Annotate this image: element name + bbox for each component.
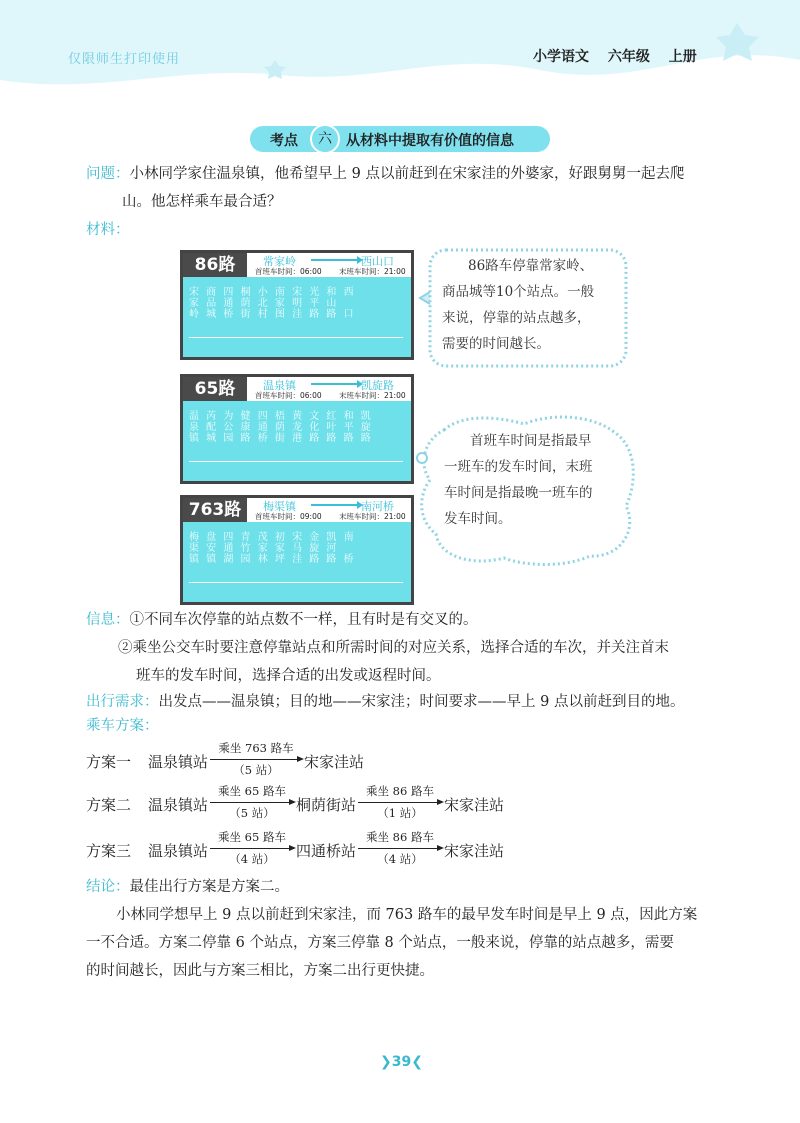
route-line: [189, 461, 403, 462]
plan-3-name: 方案三: [86, 842, 132, 860]
route-arrow-icon: [311, 504, 359, 506]
page-number: ❯39❮: [380, 1054, 423, 1070]
plan-2-end: 宋家洼站: [444, 796, 505, 814]
info-line-2: ②乘坐公交车时要注意停靠站点和所需时间的对应关系，选择合适的车次，并关注首末: [118, 640, 669, 656]
plan-2-route-1: 乘坐 65 路车: [218, 784, 286, 798]
plan-2-mid: 桐荫街站: [296, 796, 357, 814]
demand-label: 出行需求：: [86, 694, 159, 710]
conclusion-label: 结论：: [86, 879, 130, 895]
demand-block: [86, 688, 736, 716]
plan-3-arrow-2-icon: [358, 848, 442, 849]
info-block: [86, 606, 736, 690]
plan-1-stops: （5 站）: [233, 763, 279, 777]
plan-2-route-2: 乘坐 86 路车: [366, 784, 434, 798]
plan-3-start: 温泉镇站: [148, 842, 209, 860]
question-line-1: 小林同学家住温泉镇，他希望早上 9 点以前赶到在宋家洼的外婆家，好跟舅舅一起去爬: [129, 166, 685, 182]
bus-route-name: 86路: [183, 253, 247, 277]
plan-3-end: 宋家洼站: [444, 842, 505, 860]
material-label: 材料：: [86, 222, 130, 238]
info-line-1: ①不同车次停靠的站点数不一样，且有时是有交叉的。: [129, 612, 478, 628]
route-line: [189, 582, 403, 583]
question-line-2: 山。他怎样乘车最合适？: [122, 194, 282, 210]
last-bus-time: 末班车时间：21:00: [339, 267, 406, 276]
plan-2-arrow-1-icon: [210, 802, 294, 803]
plan-2-stops-2: （1 站）: [377, 806, 423, 820]
conclusion-line-2: 一不合适。方案二停靠 6 个站点，方案三停靠 8 个站点，一般来说，停靠的站点越多，需要: [86, 935, 674, 951]
first-bus-time: 首班车时间：06:00: [255, 391, 322, 400]
watermark-text: 仅限师生打印使用: [68, 52, 181, 67]
conclusion-head: 最佳出行方案是方案二。: [129, 879, 289, 895]
volume-label: 上册: [668, 49, 697, 65]
last-bus-time: 末班车时间：21:00: [339, 512, 406, 521]
bus-board-763: [180, 495, 414, 605]
plan-1-start: 温泉镇站: [148, 753, 209, 771]
note-text-1: 86路车停靠常家岭、 商品城等10个站点。一般 来说，停靠的站点越多， 需要的时间越长。: [442, 258, 595, 352]
plan-3-stops-1: （4 站）: [229, 852, 275, 866]
plan-1-arrow-icon: [210, 759, 302, 760]
conclusion-line-3: 的时间越长，因此与方案三相比，方案二出行更快捷。: [86, 963, 434, 979]
conclusion-block: [86, 873, 736, 985]
note-text-2: 首班车时间是指最早 一班车的发车时间，末班 车时间是指最晚一班车的 发车时间。: [444, 433, 593, 527]
plans-label: 乘车方案：: [86, 718, 159, 734]
bus-origin: 常家岭: [263, 255, 296, 268]
bus-origin: 温泉镇: [263, 379, 296, 392]
bus-route-name: 763路: [183, 498, 247, 522]
info-label: 信息：: [86, 612, 130, 628]
plan-3-mid: 四通桥站: [296, 842, 357, 860]
section-label: 考点: [270, 133, 298, 149]
plan-2-arrow-2-icon: [358, 802, 442, 803]
question-block: [86, 160, 726, 216]
conclusion-line-1: 小林同学想早上 9 点以前赶到宋家洼，而 763 路车的最早发车时间是早上 9 点，因此方案: [116, 907, 698, 923]
section-heading: 从材料中提取有价值的信息: [346, 133, 514, 149]
stop-list-blur: 宋 商 四 桐 小 南 宋 光 和 西 家 品 通 荫 北 家 明 平 山 岭 城 桥 街 村 图 洼 路 路 口: [189, 287, 356, 320]
info-line-3: 班车的发车时间，选择合适的出发或返程时间。: [136, 668, 441, 684]
bus-destination: 凯旋路: [361, 379, 394, 392]
route-arrow-icon: [311, 259, 359, 261]
section-title: [250, 126, 550, 152]
section-number: 六: [310, 124, 340, 154]
route-arrow-icon: [311, 383, 359, 385]
first-bus-time: 首班车时间：09:00: [255, 512, 322, 521]
bus-route-name: 65路: [183, 377, 247, 401]
plan-1-name: 方案一: [86, 753, 132, 771]
book-info: [533, 46, 711, 66]
bus-board-86: [180, 250, 414, 360]
plan-3-arrow-1-icon: [210, 848, 294, 849]
stop-list-blur: 温 芮 为 健 四 梧 黄 文 红 和 凯 泉 配 公 康 通 荫 龙 化 叶 平 旋 镇 城 园 路 桥 街 港 路 路 路 路: [189, 411, 373, 444]
question-label: 问题：: [86, 166, 130, 182]
plan-2-name: 方案二: [86, 796, 132, 814]
subject-label: 小学语文: [533, 49, 589, 65]
plan-3-route-2: 乘坐 86 路车: [366, 830, 434, 844]
plan-3-stops-2: （4 站）: [377, 852, 423, 866]
plan-1-end: 宋家洼站: [304, 753, 365, 771]
grade-label: 六年级: [607, 49, 650, 65]
route-line: [189, 337, 403, 338]
plan-1-route: 乘坐 763 路车: [218, 741, 294, 755]
bus-destination: 南河桥: [361, 500, 394, 513]
demand-text: 出发点——温泉镇；目的地——宋家洼；时间要求——早上 9 点以前赶到目的地。: [158, 694, 685, 710]
bus-board-65: [180, 374, 414, 484]
plan-3-route-1: 乘坐 65 路车: [218, 830, 286, 844]
bus-destination: 西山口: [361, 255, 394, 268]
plan-2-start: 温泉镇站: [148, 796, 209, 814]
bus-origin: 梅渠镇: [263, 500, 296, 513]
plan-2-stops-1: （5 站）: [229, 806, 275, 820]
stop-list-blur: 梅 盘 四 青 茂 初 宋 金 凯 南 渠 安 通 竹 家 家 马 旋 河 镇 镇 湖 园 林 坪 洼 路 路 桥: [189, 532, 356, 565]
last-bus-time: 末班车时间：21:00: [339, 391, 406, 400]
first-bus-time: 首班车时间：06:00: [255, 267, 322, 276]
